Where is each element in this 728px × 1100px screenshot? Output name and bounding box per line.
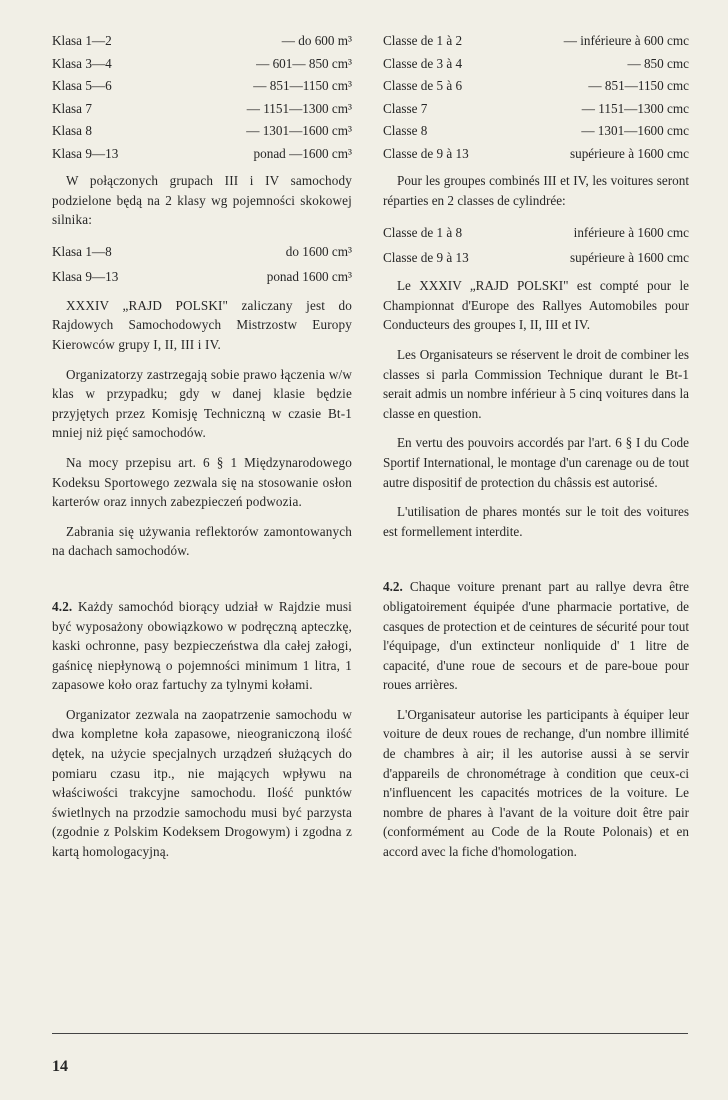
class-name: Klasa 5—6 [52, 78, 112, 94]
class-name: Klasa 7 [52, 100, 92, 116]
class-name: Klasa 3—4 [52, 55, 112, 71]
class-name: Klasa 8 [52, 123, 92, 139]
class-name: Klasa 1—8 [52, 244, 112, 260]
table-row [52, 53, 352, 76]
table-row [52, 30, 352, 53]
french-column [383, 30, 689, 872]
paragraph-rally: Le XXXIV „RAJD POLSKI" est compté pour le Championnat d'Europe des Rallyes Automobiles pour Conducteurs des groupes I, II, III et IV. [383, 278, 689, 333]
paragraph-organizer-permits: L'Organisateur autorise les participants à équiper leur voiture de deux roues de rechange, d'un nombre illimité de chambres à air; il les autorise aussi à se servir d'appareils de chronométrage à condition que ceux-ci n'influencent les capacités motrices de la voiture. Le nombre de phares à l'avant de la voiture doit être pair (conformément au Code de la Route Polonais) et en accord avec la fiche d'homologation. [383, 706, 689, 860]
class-capacity: — inférieure à 600 cmc [563, 33, 689, 49]
class-capacity: ponad 1600 cm³ [266, 269, 352, 285]
section-number: 4.2. [52, 598, 73, 614]
class-table-fr [383, 30, 689, 165]
class-capacity: — 850 cmc [627, 55, 689, 71]
paragraph-groups: Pour les groupes combinés III et IV, les voitures seront réparties en 2 classes de cylindrée: [383, 173, 689, 208]
class-name: Classe de 1 à 2 [383, 33, 463, 49]
class-table-combined-fr [383, 220, 689, 270]
class-table-pl [52, 30, 352, 165]
table-row [383, 53, 689, 76]
class-name: Classe 8 [383, 123, 428, 139]
class-name: Classe de 5 à 6 [383, 78, 463, 94]
footer-rule [52, 1033, 688, 1034]
class-name: Klasa 1—2 [52, 33, 112, 49]
class-capacity: — 1151—1300 cm³ [246, 100, 352, 116]
class-capacity: — 1301—1600 cmc [581, 123, 689, 139]
class-name: Klasa 9—13 [52, 145, 119, 161]
paragraph-organizer-permits: Organizator zezwala na zaopatrzenie samochodu w dwa kompletne koła zapasowe, nieograniczoną ilość dętek, na użycie specjalnych urządzeń służących do pomiaru czasu itp., nie mających wpływu na właściwości trakcyjne samochodu. Ilość punktów świetlnych na przodzie samochodu musi być parzysta (zgodnie z Polskim Kodeksem Drogowym) i zgodna z kartą homologacyjną. [52, 706, 352, 860]
table-row [383, 98, 689, 121]
paragraph-headlights: L'utilisation de phares montés sur le toit des voitures est formellement interdite. [383, 504, 689, 539]
class-capacity: — 601— 850 cm³ [256, 55, 352, 71]
paragraph-article: En vertu des pouvoirs accordés par l'art. 6 § I du Code Sportif International, le montage d'un carenage ou de tout autre dispositif de protection du châssis est autorisé. [383, 435, 689, 490]
class-table-combined-pl [52, 240, 352, 290]
class-capacity: do 1600 cm³ [285, 244, 352, 260]
class-capacity: inférieure à 1600 cmc [573, 224, 689, 240]
class-name: Classe de 9 à 13 [383, 249, 469, 265]
class-capacity: — 851—1150 cm³ [253, 78, 352, 94]
table-row [383, 245, 689, 270]
class-capacity: — 851—1150 cmc [588, 78, 689, 94]
section-number: 4.2. [383, 579, 403, 595]
class-name: Classe de 1 à 8 [383, 224, 463, 240]
paragraph-groups: W połączonych grupach III i IV samochody podzielone będą na 2 klasy wg pojemności skokowej silnika: [52, 173, 352, 228]
class-capacity: — 1301—1600 cm³ [246, 123, 352, 139]
class-capacity: — do 600 m³ [281, 33, 352, 49]
paragraph-organizers: Organizatorzy zastrzegają sobie prawo łączenia w/w klas w przypadku; gdy w danej klasie będzie przyjętych przez Komisję Techniczną w czasie Bt-1 mniej niż pięć samochodów. [52, 366, 352, 441]
class-capacity: supérieure à 1600 cmc [569, 249, 689, 265]
class-capacity: ponad —1600 cm³ [253, 145, 352, 161]
section-text: Chaque voiture prenant part au rallye devra être obligatoirement équipée d'une pharmacie portative, de casques de protection et de ceintures de sécurité pour tout l'équipage, d'un extincteur nonliquide d' 1 litre de capacité, d'une roue de secours et de pare-boue pour roues arrières. [383, 579, 690, 693]
table-row [52, 120, 352, 143]
table-row [383, 143, 689, 166]
table-row [52, 143, 352, 166]
class-capacity: — 1151—1300 cmc [581, 100, 689, 116]
polish-column [52, 30, 352, 872]
section-text: Każdy samochód biorący udział w Rajdzie musi być wyposażony obowiązkowo w podręczną apteczkę, kaski ochronne, pasy bezpieczeństwa dla całej załogi, gaśnicę niepłynową o pojemności minimum 1 litra, 1 zapasowe koło oraz fartuchy za tylnymi kołami. [52, 598, 352, 693]
class-name: Klasa 9—13 [52, 269, 119, 285]
table-row [52, 240, 352, 265]
class-name: Classe de 9 à 13 [383, 145, 469, 161]
section-4-2 [52, 597, 352, 695]
paragraph-organizers: Les Organisateurs se réservent le droit de combiner les classes si parla Commission Technique durant le Bt-1 serait admis un nombre inférieur à 5 cinq voitures dans la classe en question. [383, 346, 689, 421]
page-number: 14 [52, 1058, 68, 1075]
table-row [383, 120, 689, 143]
paragraph-article: Na mocy przepisu art. 6 § 1 Międzynarodowego Kodeksu Sportowego zezwala się na stosowanie osłon karterów oraz innych zabezpieczeń podwozia. [52, 454, 352, 510]
class-name: Classe 7 [383, 100, 428, 116]
paragraph-reflectors: Zabrania się używania reflektorów zamontowanych na dachach samochodów. [52, 523, 352, 559]
section-4-2 [383, 577, 689, 695]
table-row [52, 98, 352, 121]
table-row [383, 30, 689, 53]
table-row [52, 75, 352, 98]
table-row [383, 220, 689, 245]
paragraph-rally: XXXIV „RAJD POLSKI" zaliczany jest do Rajdowych Samochodowych Mistrzostw Europy Kierowców grupy I, II, III i IV. [52, 297, 352, 352]
class-name: Classe de 3 à 4 [383, 55, 463, 71]
table-row [383, 75, 689, 98]
table-row [52, 265, 352, 290]
class-capacity: supérieure à 1600 cmc [569, 145, 689, 161]
